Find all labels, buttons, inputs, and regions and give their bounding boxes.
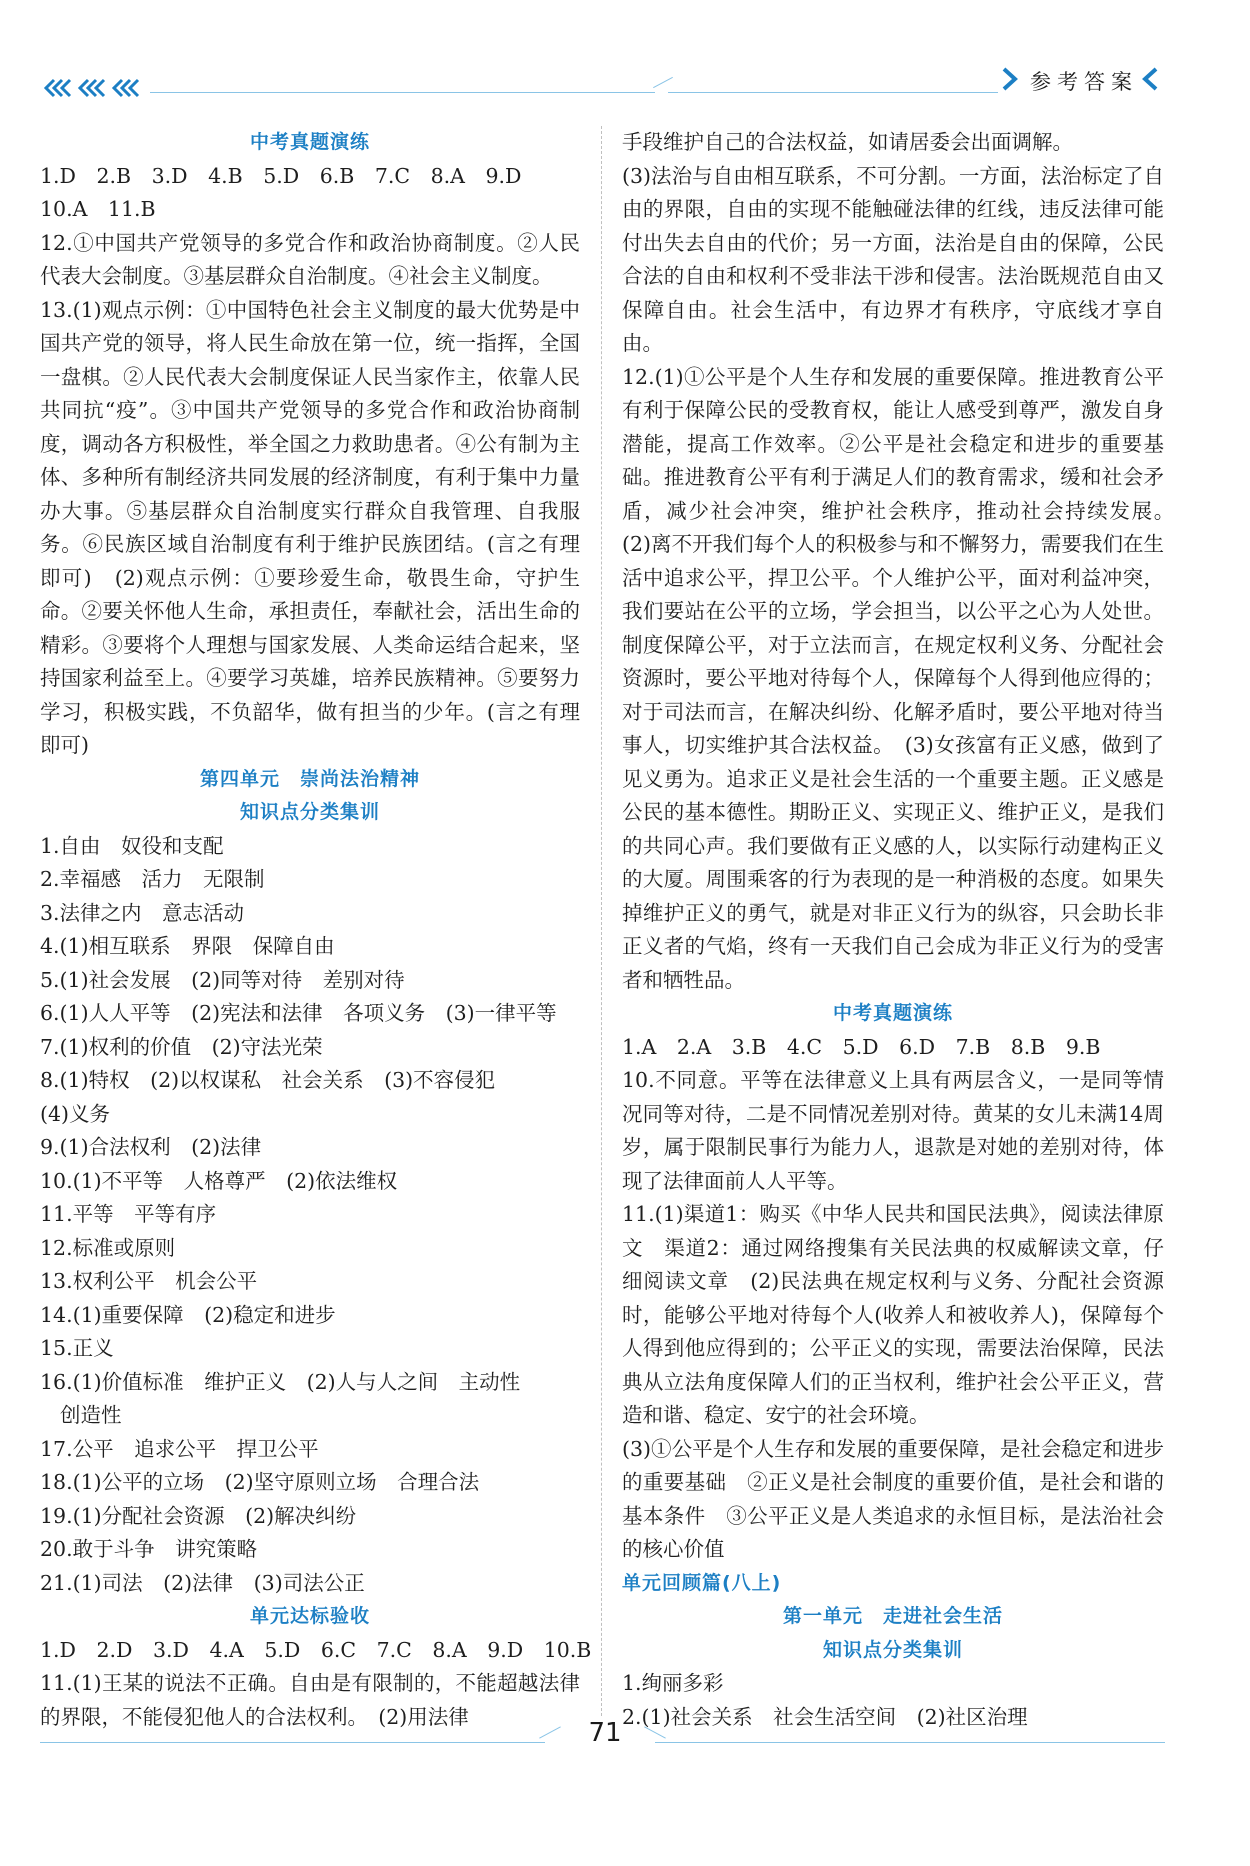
answer-line: 7.(1)权利的价值 (2)守法光荣 [40, 1034, 323, 1059]
page-number: 71 [588, 1718, 622, 1748]
answer-paragraph: (3)法治与自由相互联系，不可分割。一方面，法治标定了自由的界限，自由的实现不能触碰法律的红线，违反法律可能付出失去自由的代价；另一方面，法治是自由的保障，公民合法的自由和权利不受非法干涉和侵害。法治既规范自由又保障自由。社会生活中，有边界才有秩序，守底线才享自由。 [622, 163, 1164, 355]
section-heading: 单元达标验收 [249, 1605, 370, 1627]
answer-line: 10.A 11.B [40, 197, 156, 221]
answer-line: 17.公平 追求公平 捍卫公平 [40, 1436, 319, 1461]
answer-paragraph: 11.(1)王某的说法不正确。自由是有限制的，不能超越法律的界限，不能侵犯他人的合法权利。 (2)用法律 [40, 1671, 580, 1729]
double-chevron-decoration-icon [44, 76, 148, 100]
answer-line: 1.自由 奴役和支配 [40, 833, 224, 858]
answer-line: 15.正义 [40, 1336, 114, 1360]
answer-line: 16.(1)价值标准 维护正义 (2)人与人之间 主动性 [40, 1369, 521, 1394]
answer-line: 1.A 2.A 3.B 4.C 5.D 6.D 7.B 8.B 9.B [622, 1034, 1101, 1059]
section-heading: 中考真题演练 [249, 131, 370, 153]
answer-line: 5.(1)社会发展 (2)同等对待 差别对待 [40, 967, 405, 992]
section-heading: 知识点分类集训 [822, 1638, 963, 1661]
answer-paragraph: 11.(1)渠道1：购买《中华人民共和国民法典》，阅读法律原文 渠道2：通过网络搜集有关民法典的权威解读文章，仔细阅读文章 (2)民法典在规定权利与义务、分配社会资源时，能够公平地对待每个人(收养人和被收养人)，保障每个人得到他应得到的；公平正义的实现，需要法治保障，民法典从立法角度保障人们的正当权利，维护社会公平正义，营造和谐、稳定、安宁的社会环境。 [622, 1202, 1164, 1427]
chevron-left-icon [1140, 66, 1160, 92]
answer-paragraph: 手段维护自己的合法权益，如请居委会出面调解。 [622, 130, 1073, 154]
footer-rule-right [655, 1742, 1165, 1743]
left-column [40, 126, 592, 1734]
answer-line: 1.绚丽多彩 [622, 1671, 724, 1695]
answer-paragraph: 13.(1)观点示例：①中国特色社会主义制度的最大优势是中国共产党的领导，将人民生命放在第一位，统一指挥，全国一盘棋。②人民代表大会制度保证人民当家作主，依靠人民共同抗“疫”。③中国共产党领导的多党合作和政治协商制度，调动各方积极性，举全国之力救助患者。④公有制为主体、多种所有制经济共同发展的经济制度，有利于集中力量办大事。⑤基层群众自治制度实行群众自我管理、自我服务。⑥民族区域自治制度有利于维护民族团结。(言之有理即可) (2)观点示例：①要珍爱生命，敬畏生命，守护生命。②要关怀他人生命，承担责任，奉献社会，活出生命的精彩。③要将个人理想与国家发展、人类命运结合起来，坚持国家利益至上。④要学习英雄，培养民族精神。⑤要努力学习，积极实践，不负韶华，做有担当的少年。(言之有理即可) [40, 297, 580, 757]
answer-line: 21.(1)司法 (2)法律 (3)司法公正 [40, 1570, 365, 1595]
answer-line: 1.D 2.D 3.D 4.A 5.D 6.C 7.C 8.A 9.D 10.B [40, 1637, 592, 1662]
section-heading: 单元回顾篇(八上) [622, 1571, 782, 1594]
answer-line: 3.法律之内 意志活动 [40, 900, 245, 925]
answer-line: 14.(1)重要保障 (2)稳定和进步 [40, 1302, 336, 1327]
section-heading: 第四单元 崇尚法治精神 [199, 767, 420, 790]
header-title: 参考答案 [1030, 70, 1138, 94]
header-rule-slant [653, 77, 673, 88]
answer-line: 20.敢于斗争 讲究策略 [40, 1537, 258, 1561]
right-column [622, 126, 1185, 1734]
answer-line: 8.(1)特权 (2)以权谋私 社会关系 (3)不容侵犯 [40, 1068, 496, 1092]
answer-line: 6.(1)人人平等 (2)宪法和法律 各项义务 (3)一律平等 [40, 1001, 557, 1025]
answer-line: 2.(1)社会关系 社会生活空间 (2)社区治理 [622, 1704, 1028, 1729]
section-heading: 知识点分类集训 [239, 801, 380, 823]
answer-line: 10.(1)不平等 人格尊严 (2)依法维权 [40, 1168, 398, 1193]
header-rule [150, 92, 655, 93]
answer-line: 13.权利公平 机会公平 [40, 1269, 258, 1293]
answer-line: 12.标准或原则 [40, 1235, 176, 1260]
section-heading: 中考真题演练 [832, 1002, 953, 1024]
page-header [0, 0, 1250, 110]
chevron-right-icon [1000, 66, 1020, 92]
answer-line-continued: 创造性 [60, 1403, 122, 1427]
section-heading: 第一单元 走进社会生活 [782, 1605, 1003, 1627]
column-divider [601, 126, 602, 1716]
answer-paragraph: 12.(1)①公平是个人生存和发展的重要保障。推进教育公平有利于保障公民的受教育权，能让人感受到尊严，激发自身潜能，提高工作效率。②公平是社会稳定和进步的重要基础。推进教育公平有利于满足人们的教育需求，缓和社会矛盾，减少社会冲突，维护社会秩序，推动社会持续发展。 (2)离不开我们每个人的积极参与和不懈努力，需要我们在生活中追求公平，捍卫公平。个人维护公平，面对利益冲突，我们要站在公平的立场，学会担当，以公平之心为人处世。制度保障公平，对于立法而言，在规定权利义务、分配社会资源时，要公平地对待每个人，保障每个人得到他应得的；对于司法而言，在解决纠纷、化解矛盾时，要公平地对待当事人，切实维护其合法权益。 (3)女孩富有正义感，做到了见义勇为。追求正义是社会生活的一个重要主题。正义感是公民的基本德性。期盼正义、实现正义、维护正义，是我们的共同心声。我们要做有正义感的人，以实际行动建构正义的大厦。周围乘客的行为表现的是一种消极的态度。如果失掉维护正义的勇气，就是对非正义行为的纵容，只会助长非正义者的气焰，终有一天我们自己会成为非正义行为的受害者和牺牲品。 [622, 364, 1185, 992]
answer-line: 2.幸福感 活力 无限制 [40, 867, 265, 891]
answer-line: (4)义务 [40, 1101, 111, 1126]
answer-line: 9.(1)合法权利 (2)法律 [40, 1135, 262, 1159]
answer-line: 11.平等 平等有序 [40, 1202, 217, 1226]
answer-line: 19.(1)分配社会资源 (2)解决纠纷 [40, 1503, 357, 1528]
answer-paragraph: 12.①中国共产党领导的多党合作和政治协商制度。②人民代表大会制度。③基层群众自治制度。④社会主义制度。 [40, 230, 580, 288]
answer-line: 4.(1)相互联系 界限 保障自由 [40, 934, 335, 958]
answer-line: 1.D 2.B 3.D 4.B 5.D 6.B 7.C 8.A 9.D [40, 163, 522, 188]
answer-paragraph: (3)①公平是个人生存和发展的重要保障，是社会稳定和进步的重要基础 ②正义是社会制度的重要价值，是社会和谐的基本条件 ③公平正义是人类追求的永恒目标，是法治社会的核心价值 [622, 1436, 1164, 1561]
answer-paragraph: 10.不同意。平等在法律意义上具有两层含义，一是同等情况同等对待，二是不同情况差别对待。黄某的女儿未满14周岁，属于限制民事行为能力人，退款是对她的差别对待，体现了法律面前人人平等。 [622, 1068, 1164, 1193]
answer-line: 18.(1)公平的立场 (2)坚守原则立场 合理合法 [40, 1470, 480, 1494]
footer-rule-left [40, 1742, 545, 1743]
header-rule-right [668, 92, 998, 93]
